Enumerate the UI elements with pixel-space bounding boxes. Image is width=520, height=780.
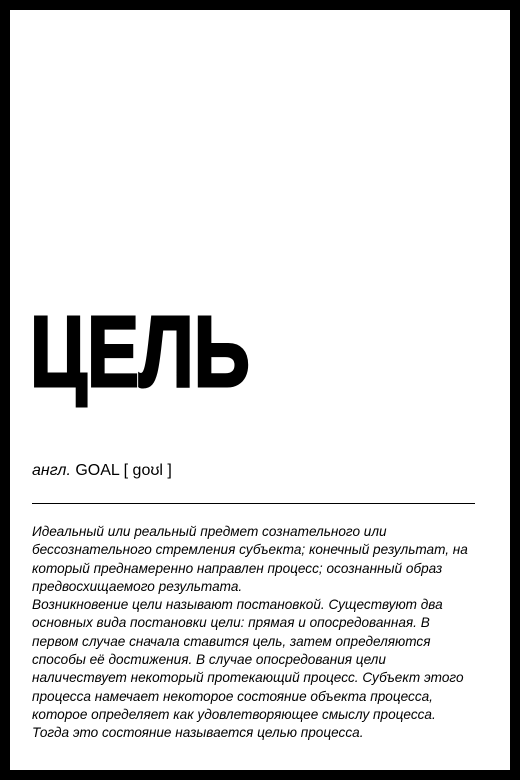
definition-line: который преднамеренно направлен процесс; осознанный образ xyxy=(32,560,443,576)
poster-sheet xyxy=(10,10,510,770)
definition-line: Возникновение цели называют постановкой. Существуют два xyxy=(32,597,443,613)
poster-title: ЦЕЛЬ xyxy=(30,296,250,408)
definition-line: бессознательного стремления субъекта; конечный результат, на xyxy=(32,542,468,558)
definition-line: процесса намечает некоторое состояние объекта процесса, xyxy=(32,688,433,704)
definition-line: основных вида постановки цели: прямая и опосредованная. В xyxy=(32,615,430,631)
english-translation: GOAL [ ɡoʊl ] xyxy=(70,462,172,479)
definition-line: наличествует некоторый протекающий процесс. Субъект этого xyxy=(32,670,464,686)
definition-line: которое определяет как удовлетворяющее смыслу процесса. xyxy=(32,706,436,722)
translation-line xyxy=(32,462,172,480)
definition-line: Идеальный или реальный предмет сознательного или xyxy=(32,524,387,539)
language-prefix: англ. xyxy=(32,462,71,479)
definition-line: Тогда это состояние называется целью процесса. xyxy=(32,725,364,741)
divider-line xyxy=(32,503,475,504)
definition-text xyxy=(32,523,482,743)
definition-line: первом случае сначала ставится цель, затем определяются xyxy=(32,633,431,649)
definition-line: способы её достижения. В случае опосредования цели xyxy=(32,652,386,668)
definition-line: предвосхищаемого результата. xyxy=(32,578,243,594)
